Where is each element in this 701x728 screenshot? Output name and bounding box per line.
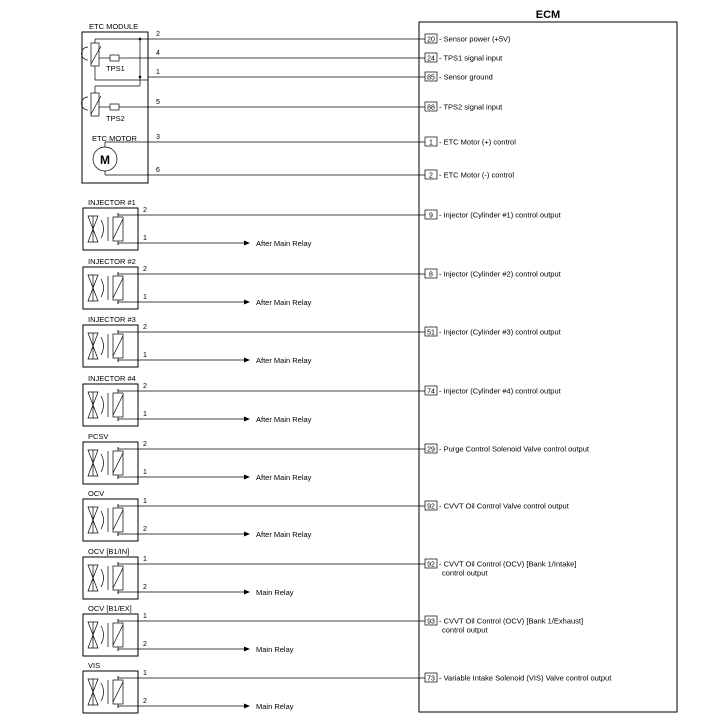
ecm-pin-desc: control output <box>442 568 488 578</box>
lower-pin-number: 1 <box>143 469 147 476</box>
arrow-right-icon <box>244 532 250 537</box>
component-label: INJECTOR #2 <box>88 257 136 266</box>
solenoid-valve-symbol <box>88 333 123 359</box>
etc-wire <box>148 99 503 112</box>
upper-pin-number: 1 <box>143 613 147 620</box>
etc-motor-label: ETC MOTOR <box>92 134 137 143</box>
component-box <box>83 325 138 367</box>
component-block <box>83 547 576 599</box>
ecm-pin-desc: - Injector (Cylinder #4) control output <box>439 386 561 396</box>
component-box <box>83 442 138 484</box>
ecm-pin-number: 85 <box>427 74 435 82</box>
lower-pin-number: 2 <box>143 526 147 533</box>
ecm-pin-number: 88 <box>427 104 435 112</box>
component-box <box>83 267 138 309</box>
ecm-pin-desc: - CVVT Oil Control (OCV) [Bank 1/Exhaust] <box>439 616 584 626</box>
ecm-pin-number: 51 <box>427 329 435 337</box>
etc-wire <box>148 31 511 44</box>
component-box <box>83 499 138 541</box>
tps2-sensor <box>82 93 125 123</box>
ecm-title: ECM <box>535 9 561 21</box>
ecm-pin-desc: - ETC Motor (-) control <box>439 170 515 180</box>
etc-wire-pin: 2 <box>156 31 160 38</box>
etc-wire <box>148 69 493 82</box>
ecm-pin-number: 24 <box>427 55 435 63</box>
ecm-pin-number: 9 <box>429 212 433 220</box>
relay-label: After Main Relay <box>256 298 312 307</box>
tps1-label: TPS1 <box>106 64 125 73</box>
relay-label: After Main Relay <box>256 415 312 424</box>
arrow-right-icon <box>244 590 250 595</box>
component-label: INJECTOR #3 <box>88 315 136 324</box>
component-box <box>83 384 138 426</box>
ecm-pin-number: 2 <box>429 172 433 180</box>
ecm-pin-number: 92 <box>427 503 435 511</box>
solenoid-valve-symbol <box>88 450 123 476</box>
ecm-pin-number: 92 <box>427 561 435 569</box>
etc-wire-pin: 6 <box>156 167 160 174</box>
lower-pin-number: 2 <box>143 584 147 591</box>
ecm-pin-desc: - Sensor ground <box>439 72 493 82</box>
relay-label: After Main Relay <box>256 530 312 539</box>
ecm-pin-desc: - ETC Motor (+) control <box>439 137 516 147</box>
ecm-box <box>419 22 677 712</box>
component-block <box>83 489 570 541</box>
upper-pin-number: 1 <box>143 670 147 677</box>
solenoid-valve-symbol <box>88 392 123 418</box>
relay-label: After Main Relay <box>256 356 312 365</box>
upper-pin-number: 2 <box>143 383 147 390</box>
solenoid-valve-symbol <box>88 622 123 648</box>
relay-label: After Main Relay <box>256 473 312 482</box>
lower-pin-number: 1 <box>143 294 147 301</box>
ecm-pin-desc: - TPS2 signal input <box>439 102 503 112</box>
tps2-label: TPS2 <box>106 114 125 123</box>
etc-module <box>82 22 148 183</box>
ecm-pin-desc: - Purge Control Solenoid Valve control output <box>439 444 589 454</box>
component-box <box>83 557 138 599</box>
arrow-right-icon <box>244 358 250 363</box>
etc-wire-pin: 5 <box>156 99 160 106</box>
ecm-pin-desc: - Variable Intake Solenoid (VIS) Valve control output <box>439 673 612 683</box>
ecm-pin-number: 1 <box>429 139 433 147</box>
ecm-pin-desc: - TPS1 signal input <box>439 53 503 63</box>
upper-pin-number: 2 <box>143 324 147 331</box>
relay-label: Main Relay <box>256 702 294 711</box>
ecm-pin-number: 93 <box>427 618 435 626</box>
ecm-pin-number: 29 <box>427 446 435 454</box>
lower-pin-number: 1 <box>143 411 147 418</box>
component-box <box>83 208 138 250</box>
upper-pin-number: 1 <box>143 498 147 505</box>
component-label: OCV [B1/EX] <box>88 604 132 613</box>
relay-label: Main Relay <box>256 588 294 597</box>
etc-module-label: ETC MODULE <box>89 22 139 31</box>
arrow-right-icon <box>244 241 250 246</box>
component-label: OCV <box>88 489 105 498</box>
ecm-pin-number: 8 <box>429 271 433 279</box>
etc-motor-glyph: M <box>100 153 110 167</box>
arrow-right-icon <box>244 704 250 709</box>
component-label: OCV [B1/IN] <box>88 547 130 556</box>
arrow-right-icon <box>244 475 250 480</box>
component-box <box>83 614 138 656</box>
etc-wire-pin: 3 <box>156 134 160 141</box>
etc-wire-pin: 1 <box>156 69 160 76</box>
component-block <box>83 604 583 656</box>
component-block <box>83 257 562 309</box>
component-label: INJECTOR #1 <box>88 198 136 207</box>
etc-wire <box>132 50 503 63</box>
lower-pin-number: 2 <box>143 698 147 705</box>
upper-pin-number: 2 <box>143 207 147 214</box>
component-block <box>83 661 612 713</box>
solenoid-valve-symbol <box>88 275 123 301</box>
etc-wire <box>148 167 514 180</box>
ecm-pin-desc: - CVVT Oil Control (OCV) [Bank 1/Intake] <box>439 559 577 569</box>
component-block <box>83 374 562 426</box>
ecm-pin-number: 74 <box>427 388 435 396</box>
ecm-pin-desc: - CVVT Oil Control Valve control output <box>439 501 569 511</box>
solenoid-valve-symbol <box>88 216 123 242</box>
solenoid-valve-symbol <box>88 679 123 705</box>
etc-wire-pin: 4 <box>156 50 160 57</box>
relay-label: Main Relay <box>256 645 294 654</box>
ecm-pin-desc: - Sensor power (+5V) <box>439 34 511 44</box>
ecm-pin-desc: - Injector (Cylinder #2) control output <box>439 269 561 279</box>
component-block <box>83 198 562 250</box>
component-label: INJECTOR #4 <box>88 374 136 383</box>
upper-pin-number: 2 <box>143 441 147 448</box>
ecm-pin-desc: control output <box>442 625 488 635</box>
arrow-right-icon <box>244 417 250 422</box>
ecm-pin-desc: - Injector (Cylinder #3) control output <box>439 327 561 337</box>
lower-pin-number: 1 <box>143 352 147 359</box>
etc-wire <box>148 134 516 147</box>
component-block <box>83 432 590 484</box>
lower-pin-number: 1 <box>143 235 147 242</box>
component-block <box>83 315 562 367</box>
ecm-pin-number: 20 <box>427 36 435 44</box>
component-box <box>83 671 138 713</box>
lower-pin-number: 2 <box>143 641 147 648</box>
component-label: PCSV <box>88 432 109 441</box>
solenoid-valve-symbol <box>88 565 123 591</box>
arrow-right-icon <box>244 300 250 305</box>
upper-pin-number: 1 <box>143 556 147 563</box>
solenoid-valve-symbol <box>88 507 123 533</box>
component-label: VIS <box>88 661 101 670</box>
arrow-right-icon <box>244 647 250 652</box>
upper-pin-number: 2 <box>143 266 147 273</box>
ecm-pin-desc: - Injector (Cylinder #1) control output <box>439 210 561 220</box>
relay-label: After Main Relay <box>256 239 312 248</box>
tps1-sensor <box>82 43 125 73</box>
ecm-pin-number: 73 <box>427 675 435 683</box>
